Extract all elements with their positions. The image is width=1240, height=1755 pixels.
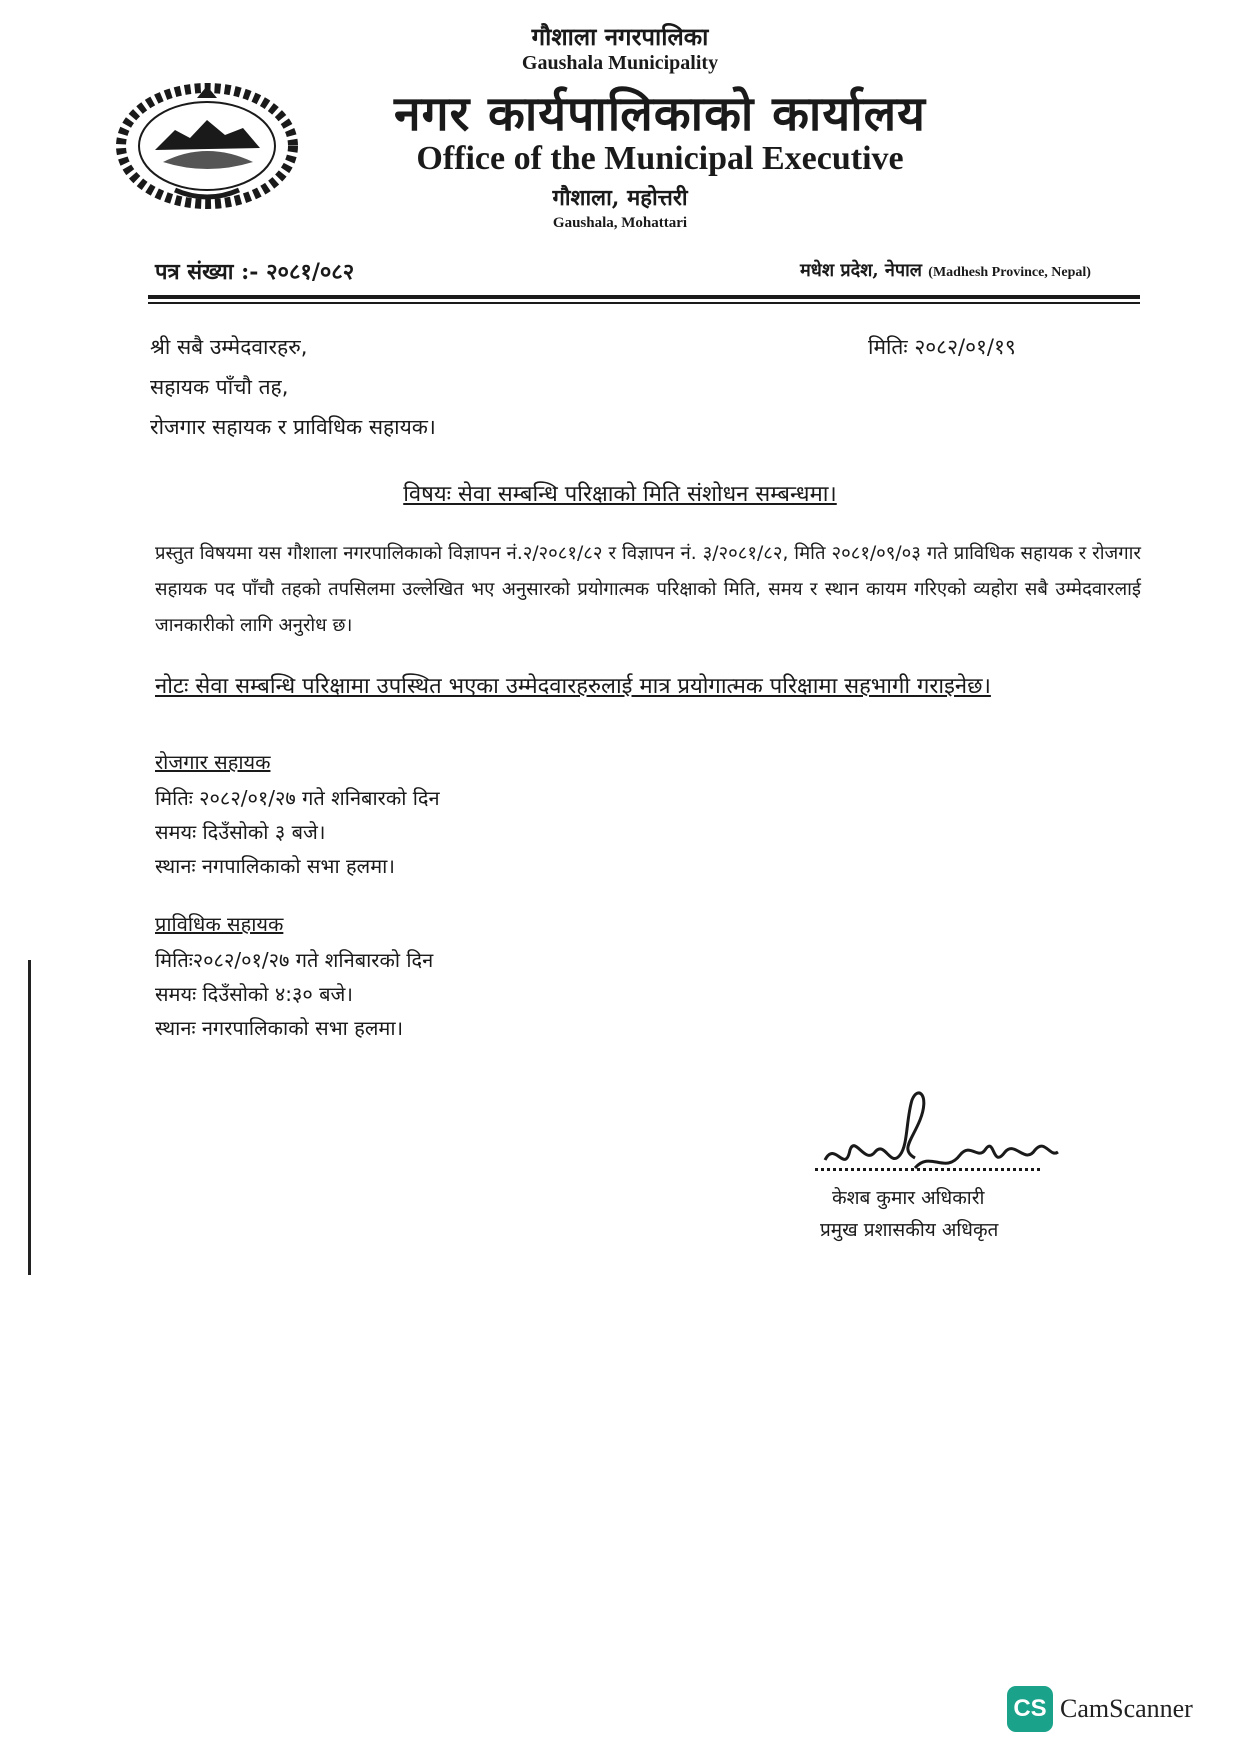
section-date-rojgar: मितिः २०८२/०१/२७ गते शनिबारको दिन (155, 786, 440, 810)
section-date-prabidhik: मितिः२०८२/०१/२७ गते शनिबारको दिन (155, 948, 434, 972)
header-en-location: Gaushala, Mohattari (552, 215, 688, 231)
header-rule-thick (148, 295, 1140, 299)
note-line: नोटः सेवा सम्बन्धि परिक्षामा उपस्थित भएका उम्मेदवारहरुलाई मात्र प्रयोगात्मक परिक्षामा सहभागी गराइनेछ। (155, 674, 991, 699)
scan-edge-line (28, 960, 31, 1275)
section-time-rojgar: समयः दिउँसोको ३ बजे। (155, 820, 326, 844)
header-rule-thin (148, 302, 1140, 304)
signatory-title: प्रमुख प्रशासकीय अधिकृत (820, 1219, 999, 1241)
letter-number: पत्र संख्या :- २०८१/०८२ (155, 259, 355, 285)
header-np-big: नगर कार्यपालिकाको कार्यालय (393, 86, 927, 142)
camscanner-logo-icon: CS (1007, 1686, 1053, 1732)
section-time-prabidhik: समयः दिउँसोको ४:३० बजे। (155, 982, 353, 1006)
body-paragraph: प्रस्तुत विषयमा यस गौशाला नगरपालिकाको विज्ञापन नं.२/२०८१/८२ र विज्ञापन नं. ३/२०८१/८२, मिति २०८१/०९/०३ गते प्राविधिक सहायक र रोजगार सहायक पद पाँचौ तहको तपसिलमा उल्लेखित भए अनुसारको प्रयोगात्मक परिक्षाको मिति, समय र स्थान कायम गरिएको व्यहोरा सबै उम्मेदवारलाई जानकारीको लागि अनुरोध छ। (155, 543, 1141, 636)
address-line-3: रोजगार सहायक र प्राविधिक सहायक। (150, 415, 436, 439)
letter-date: मितिः २०८२/०१/१९ (868, 335, 1016, 359)
address-line-1: श्री सबै उम्मेदवारहरु, (150, 335, 308, 359)
subject-line: विषयः सेवा सम्बन्धि परिक्षाको मिति संशोधन सम्बन्धमा। (403, 482, 837, 507)
section-title-prabidhik: प्राविधिक सहायक (155, 912, 284, 936)
camscanner-watermark: CamScanner (1060, 1694, 1193, 1723)
signatory-name: केशब कुमार अधिकारी (832, 1187, 985, 1209)
header-en-big: Office of the Municipal Executive (416, 140, 904, 177)
section-title-rojgar: रोजगार सहायक (155, 750, 271, 774)
handwritten-signature (820, 1080, 1060, 1190)
header-en-small: Gaushala Municipality (521, 52, 719, 74)
header-np-location: गौशाला, महोत्तरी (552, 185, 688, 211)
province-np: मधेश प्रदेश, नेपाल (800, 260, 922, 281)
address-line-2: सहायक पाँचौ तह, (150, 375, 289, 399)
header-np-small: गौशाला नगरपालिका (531, 22, 709, 51)
signature-dotted-line (815, 1168, 1040, 1171)
province-en: (Madhesh Province, Nepal) (928, 265, 1091, 280)
section-place-rojgar: स्थानः नगपालिकाको सभा हलमा। (155, 854, 395, 878)
province-line (800, 258, 1091, 282)
section-place-prabidhik: स्थानः नगरपालिकाको सभा हलमा। (155, 1016, 404, 1040)
